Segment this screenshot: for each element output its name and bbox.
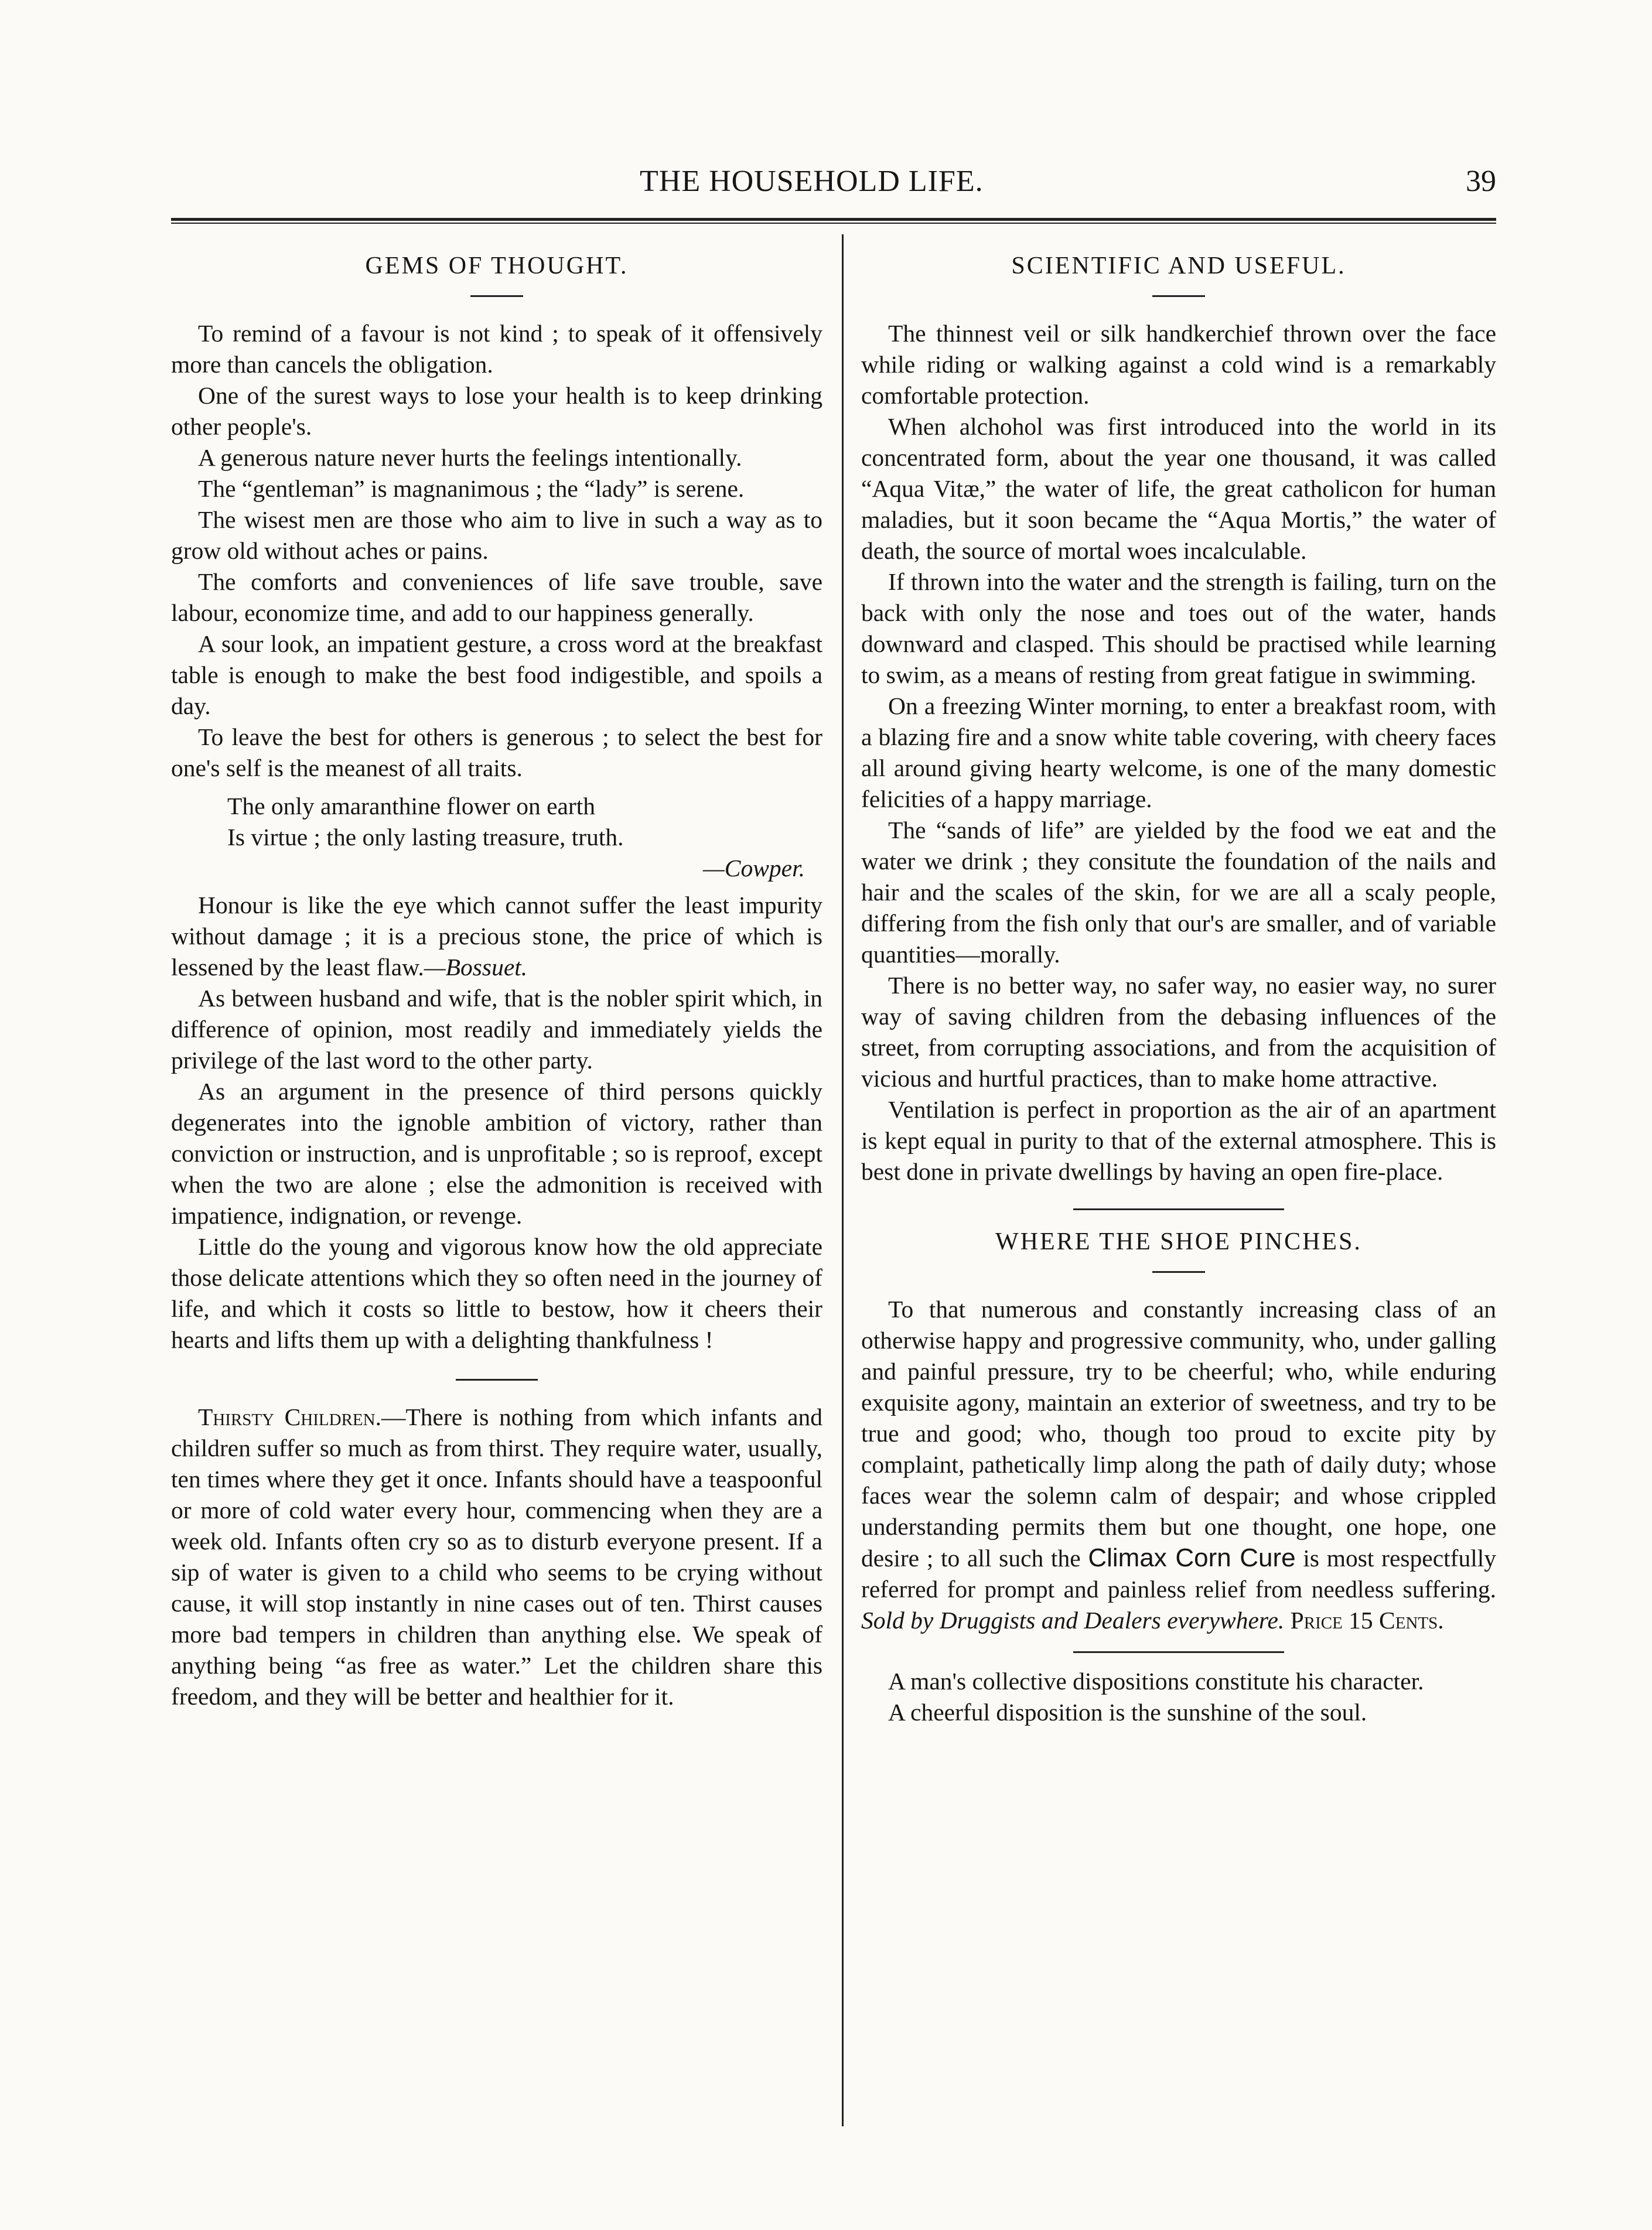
running-header	[171, 164, 1496, 205]
paragraph: When alchohol was first introduced into the world in its concentrated form, about the year one thousand, it was called “Aqua Vitæ,” the water of life, the great catholicon for human maladies, but it soon became the “Aqua Mortis,” the water of death, the source of mortal woes incalculable.	[861, 413, 1496, 564]
paragraph: One of the surest ways to lose your health is to keep drinking other people's.	[171, 382, 822, 440]
header-rule	[171, 218, 1496, 224]
paragraph: If thrown into the water and the strength is failing, turn on the back with only the nose and toes out of the water, hands downward and clasped. This should be practised while learning to swim, as a means of resting from great fatigue in swimming.	[861, 568, 1496, 688]
thirsty-text: —There is nothing from which infants and children suffer so much as from thirst. They require water, usually, ten times where they get it once. Infants should have a teaspoonful or more of cold water every hour, commencing when they are a week old. Infants often cry so as to disturb everyone present. If a sip of water is given to a child who seems to be crying without cause, it will stop instantly in nine cases out of ten. Thirst causes more bad tempers in children than anything else. We speak of anything being “as free as water.” Let the children share this freedom, and they will be better and healthier for it.	[171, 1403, 822, 1710]
paragraph: Little do the young and vigorous know how the old appreciate those delicate attentions which they so often need in the journey of life, and which it costs so little to bestow, how it cheers their hearts and lifts them up with a delighting thankfulness !	[171, 1233, 822, 1353]
thirsty-title: Thirsty Children.	[198, 1403, 381, 1430]
verse-line: Is virtue ; the only lasting treasure, truth.	[227, 824, 624, 851]
running-title: THE HOUSEHOLD LIFE.	[640, 165, 984, 198]
right-column	[861, 240, 1496, 1728]
verse-line: The only amaranthine flower on earth	[227, 793, 596, 819]
paragraph: To leave the best for others is generous ; to select the best for one's self is the meanest of all traits.	[171, 723, 822, 781]
section-heading-shoe: WHERE THE SHOE PINCHES.	[995, 1228, 1362, 1255]
paragraph: The wisest men are those who aim to live in such a way as to grow old without aches or pains.	[171, 506, 822, 564]
paragraph: The “gentleman” is magnanimous ; the “lady” is serene.	[198, 475, 745, 502]
ad-sold-by: Sold by Druggists and Dealers everywhere.	[861, 1607, 1285, 1634]
column-divider	[842, 234, 844, 2126]
paragraph: The comforts and conveniences of life save trouble, save labour, economize time, and add to our happiness generally.	[171, 568, 822, 626]
honour-attribution: —Bossuet.	[424, 954, 528, 981]
page-number: 39	[1466, 165, 1496, 198]
heading-rule	[470, 295, 523, 297]
paragraph: A generous nature never hurts the feelings intentionally.	[198, 444, 742, 471]
paragraph: A man's collective dispositions constitute his character.	[888, 1668, 1424, 1695]
product-name: Climax Corn Cure	[1088, 1543, 1296, 1572]
ad-price: Price 15 Cents.	[1290, 1607, 1444, 1634]
verse-quote	[171, 791, 822, 884]
ad-text: To that numerous and constantly increasing class of an otherwise happy and progressive community, who, under galling and painful pressure, try to be cheerful; who, while enduring exquisite agony, maintain an exterior of sweetness, and try to be true and good; who, though too proud to excite pity by complaint, pathetically limp along the path of daily duty; whose faces wear the solemn calm of despair; and whose crippled understanding permits them but one thought, one hope, one desire ; to all such the	[861, 1296, 1496, 1572]
paragraph: To remind of a favour is not kind ; to speak of it offensively more than cancels the obligation.	[171, 320, 822, 378]
left-column	[171, 240, 822, 1712]
paragraph: The thinnest veil or silk handkerchief thrown over the face while riding or walking against a cold wind is a remarkably comfortable protection.	[861, 320, 1496, 409]
section-rule	[456, 1379, 538, 1381]
paragraph: On a freezing Winter morning, to enter a breakfast room, with a blazing fire and a snow white table covering, with cheery faces all around giving hearty welcome, is one of the many domestic felicities of a happy marriage.	[861, 692, 1496, 812]
section-heading-scientific: SCIENTIFIC AND USEFUL.	[1011, 252, 1346, 279]
section-heading-gems: GEMS OF THOUGHT.	[365, 252, 629, 279]
section-rule	[1073, 1208, 1284, 1210]
ad-text: is most respectfully referred for prompt and painless relief from needless suffering.	[861, 1545, 1497, 1603]
paragraph-advertisement	[861, 1294, 1496, 1636]
honour-text: Honour is like the eye which cannot suffer the least impurity without damage ; it is a precious stone, the price of which is lessened by the least flaw.	[171, 892, 822, 981]
paragraph: There is no better way, no safer way, no easier way, no surer way of saving children from the debasing influences of the street, from corrupting associations, and from the acquisition of vicious and hurtful practices, than to make home attractive.	[861, 972, 1496, 1092]
paragraph: As between husband and wife, that is the nobler spirit which, in difference of opinion, most readily and immediately yields the privilege of the last word to the other party.	[171, 985, 822, 1074]
paragraph: The “sands of life” are yielded by the food we eat and the water we drink ; they consitute the foundation of the nails and hair and the scales of the skin, for we are all a scaly people, differing from the fish only that our's are smaller, and of variable quantities—morally.	[861, 817, 1496, 968]
heading-rule	[1152, 295, 1205, 297]
paragraph: Ventilation is perfect in proportion as the air of an apartment is kept equal in purity to that of the external atmosphere. This is best done in private dwellings by having an open fire-place.	[861, 1096, 1496, 1185]
heading-rule	[1152, 1271, 1205, 1273]
paragraph-thirsty-children	[171, 1402, 822, 1712]
paragraph: A cheerful disposition is the sunshine of the soul.	[888, 1699, 1367, 1726]
paragraph: A sour look, an impatient gesture, a cross word at the breakfast table is enough to make the best food indigestible, and spoils a day.	[171, 630, 822, 719]
verse-attribution: —Cowper.	[702, 855, 805, 882]
section-rule	[1073, 1651, 1284, 1653]
paragraph-honour	[171, 890, 822, 983]
paragraph: As an argument in the presence of third persons quickly degenerates into the ignoble ambition of victory, rather than conviction or instruction, and is unprofitable ; so is reproof, except when the two are alone ; else the admonition is received with impatience, indignation, or revenge.	[171, 1078, 822, 1229]
